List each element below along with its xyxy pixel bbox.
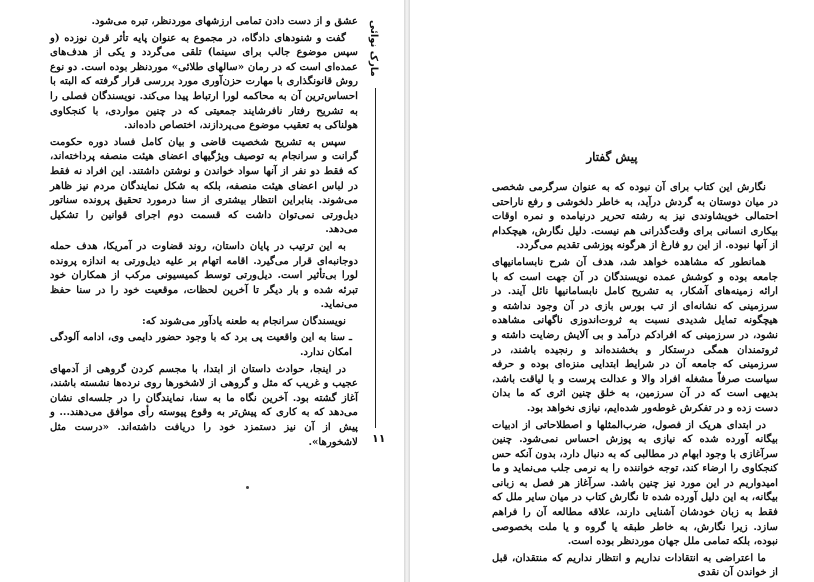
- page-number: ۱۱: [372, 432, 386, 445]
- paragraph: نویسندگان سرانجام به طعنه یادآور می‌شوند که:: [142, 314, 346, 327]
- right-page-text: [492, 180, 778, 582]
- paragraph: عشق و از دست دادن تمامی ارزشهای موردنظر، تبره می‌شود.: [91, 15, 358, 27]
- paragraph: ما اعتراضی به انتقادات نداریم و انتظار نداریم که منتقدان، قبل از خواندن آن نقدی: [492, 551, 778, 579]
- paragraph: در ابتدای هریک از فصول، ضرب‌المثلها و اصطلاحاتی از ادبیات بیگانه آورده شده که نیازی به پوزش احساس نمی‌شود. چنین سرآغازی با وجود ابهام در مطالبی که به دنبال دارد، بدون آنکه حس کنجکاوی را ارضاء کند، توجه خواننده را به نرمی جلب می‌نماید و ما امیدواریم در این مورد نیز چنین باشد. سرآغاز هر فصل به زبانی بیگانه، به این دلیل آورده شده تا نگارش کتاب در میان سایر ملل که فقط به زبان خودشان آشنایی دارند، علاقه مطالعه آن را فراهم سازد. زیرا نگارش، به خاطر طبقه یا گروه و یا ملت بخصوصی نبوده، بلکه تمامی ملل جهان موردنظر بوده است.: [492, 418, 778, 548]
- running-head: مارک نوائی: [368, 20, 379, 77]
- paragraph: به این ترتیب در پایان داستان، روند قضاوت در آمریکا، هدف حمله دوجانبه‌ای قرار می‌گیرد. اقامه اتهام بر علیه دیل‌ورتی به اندازه پرونده لورا بی‌تأثیر است. دیل‌ورتی توسط کمیسیونی مرکب از همکاران خود تبرئه شده و بار دیگر تا آخرین لحظات، موقعیت خود را در سنا حفظ می‌نماید.: [50, 239, 358, 311]
- margin-rule: [375, 88, 376, 428]
- left-page-text: [50, 14, 358, 451]
- scan-speck: [246, 486, 249, 489]
- paragraph: همانطور که مشاهده خواهد شد، هدف آن شرح نابسامانیهای جامعه بوده و کوشش عمده نویسندگان در آن جهت است که با ارائه زمینه‌های آشکار، به تشریح کامل نابسامانیها نائل آیند. در سرزمینی که نشانه‌ای از تب بورس بازی در آن وجود نداشته و هیچگونه تمایل شدیدی نسبت به ثروت‌اندوزی ناگهانی مشاهده نشود، در سرزمینی که افرادکم درآمد و بی آلایش رضایت داشته و ثروتمندان همگی درستکار و بخشنده‌اند و رنجیده باشند، در سرزمینی که جامعه آن در شرایط ابتدایی منزه‌ای بوده و حرفه سیاست صرفاً مشغله افراد والا و عدالت پرست و با لیاقت باشد، بدیهی است که در آن سرزمین، به خلق چنین اثری که ما بدان دست زده و در تفکرش غوطه‌ور شده‌ایم، نیازی نخواهد بود.: [492, 255, 778, 414]
- paragraph: سپس به تشریح شخصیت قاضی و بیان کامل فساد دوره حکومت گرانت و سرانجام به توصیف ویژگیهای اعضای هیئت منصفه پرداخته‌اند، که فقط دو نفر از آنها سواد خواندن و نوشتن داشتند. این افراد نه فقط در لباس اعضای هیئت منصفه، بلکه به شکل نمایندگان مردم نیز ظاهر می‌شوند. بنابراین انتظار بیشتری از سنا درمورد تحقیق پرونده سناتور دیل‌ورتی نمی‌توان داشت که قسمت دوم اجرای قوانین را تشکیل می‌دهد.: [50, 135, 358, 236]
- chapter-title: پیش گفتار: [586, 150, 638, 164]
- paragraph: نگارش این کتاب برای آن نبوده که به عنوان سرگرمی شخصی در میان دوستان به گردش درآید، به خاطر دلخوشی و رفع ناراحتی احتمالی خویشاوندی نیز به رشته تحریر درنیامده و نمره اوقات بیکاری انسانی برای وقت‌گذرانی هم نیست. دلیل نگارش، هیچکدام از آنها نبوده. از این رو فارغ از هرگونه پوزشی تقدیم می‌گردد.: [492, 181, 778, 252]
- paragraph: گفت و شنودهای دادگاه، در مجموع به عنوان پایه تأثر قرن نوزده (و سپس موضوع جالب برای سینما) تلقی می‌گردد و یکی از هدف‌های عمده‌ای است که در رمان «سالهای طلائی» موردنظر بوده است. دو نوع روش قانونگذاری با مهارت حزن‌آوری مورد بررسی قرار گرفته که البته با احساس‌ترین آن به محاکمه لورا ارتباط پیدا می‌کند. نویسندگان فصلی را به تشریح رفتار نافرشایند جمعیتی که در چنین مواردی، با کنجکاوی هولناکی به تعقیب موضوع می‌پردازند، اختصاص داده‌اند.: [50, 31, 358, 132]
- paragraph: در اینجا، حوادث داستان از ابتدا، با مجسم کردن گروهی از آدمهای عجیب و غریب که مثل و گروهی از لاشخورها روی نرده‌ها نشسته باشند، آغاز گشته بود. آخرین نگاه ما به سنا، نمایندگان را در جلسه‌ای نشان می‌دهد که به کاری که پیش‌تر به وقوع پیوسته رأی موافق می‌دهند... و پیش از آن نیز دستمزد خود را دریافت داشته‌اند. «درست مثل لاشخورها».: [50, 362, 358, 448]
- left-page: [0, 0, 404, 582]
- block-quote: ـ سنا به این واقعیت پی برد که با وجود حضور دایمی وی، ادامه آلودگی امکان ندارد.: [50, 331, 352, 359]
